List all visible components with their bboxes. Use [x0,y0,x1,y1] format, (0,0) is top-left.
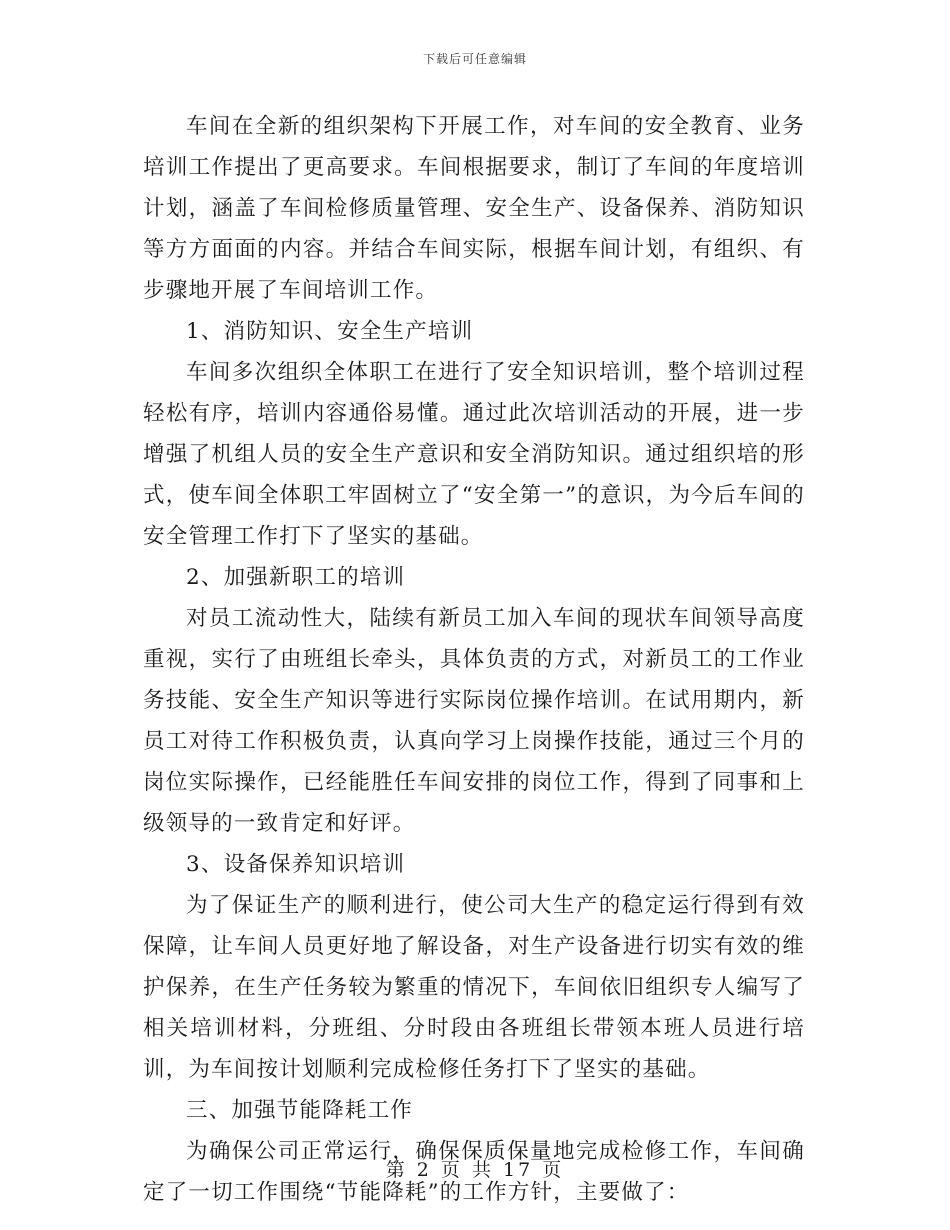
document-body [143,106,805,1213]
section-heading-equipment: 3、设备保养知识培训 [186,852,406,877]
paragraph-equipment: 为了保证生产的顺利进行，使公司大生产的稳定运行得到有效保障，让车间人员更好地了解设备，对生产设备进行切实有效的维护保养，在生产任务较为繁重的情况下，车间依旧组织专人编写了相关培训材料，分班组、分时段由各班组长带领本班人员进行培训，为车间按计划顺利完成检修任务打下了坚实的基础。 [143,893,805,1082]
section-heading-new-staff: 2、加强新职工的培训 [186,565,406,590]
page-number-footer: 第 2 页 共 17 页 [385,1159,565,1181]
paragraph-new-staff: 对员工流动性大，陆续有新员工加入车间的现状车间领导高度重视，实行了由班组长牵头，具体负责的方式，对新员工的工作业务技能、安全生产知识等进行实际岗位操作培训。在试用期内，新员工对待工作积极负责，认真向学习上岗操作技能，通过三个月的岗位实际操作，已经能胜任车间安排的岗位工作，得到了同事和上级领导的一致肯定和好评。 [143,606,805,836]
paragraph-intro: 车间在全新的组织架构下开展工作，对车间的安全教育、业务培训工作提出了更高要求。车间根据要求，制订了车间的年度培训计划，涵盖了车间检修质量管理、安全生产、设备保养、消防知识等方方面面的内容。并结合车间实际，根据车间计划，有组织、有步骤地开展了车间培训工作。 [143,114,805,303]
section-heading-energy-saving: 三、加强节能降耗工作 [186,1098,414,1123]
paragraph-energy-saving: 为确保公司正常运行，确保保质保量地完成检修工作，车间确定了一切工作围绕“节能降耗”的工作方针，主要做了： [143,1139,805,1205]
paragraph-fire-safety: 车间多次组织全体职工在进行了安全知识培训，整个培训过程轻松有序，培训内容通俗易懂。通过此次培训活动的开展，进一步增强了机组人员的安全生产意识和安全消防知识。通过组织培的形式，使车间全体职工牢固树立了“安全第一”的意识，为今后车间的安全管理工作打下了坚实的基础。 [143,360,805,549]
section-heading-fire-safety: 1、消防知识、安全生产培训 [186,319,474,344]
page-header: 下载后可任意编辑 [422,52,527,66]
